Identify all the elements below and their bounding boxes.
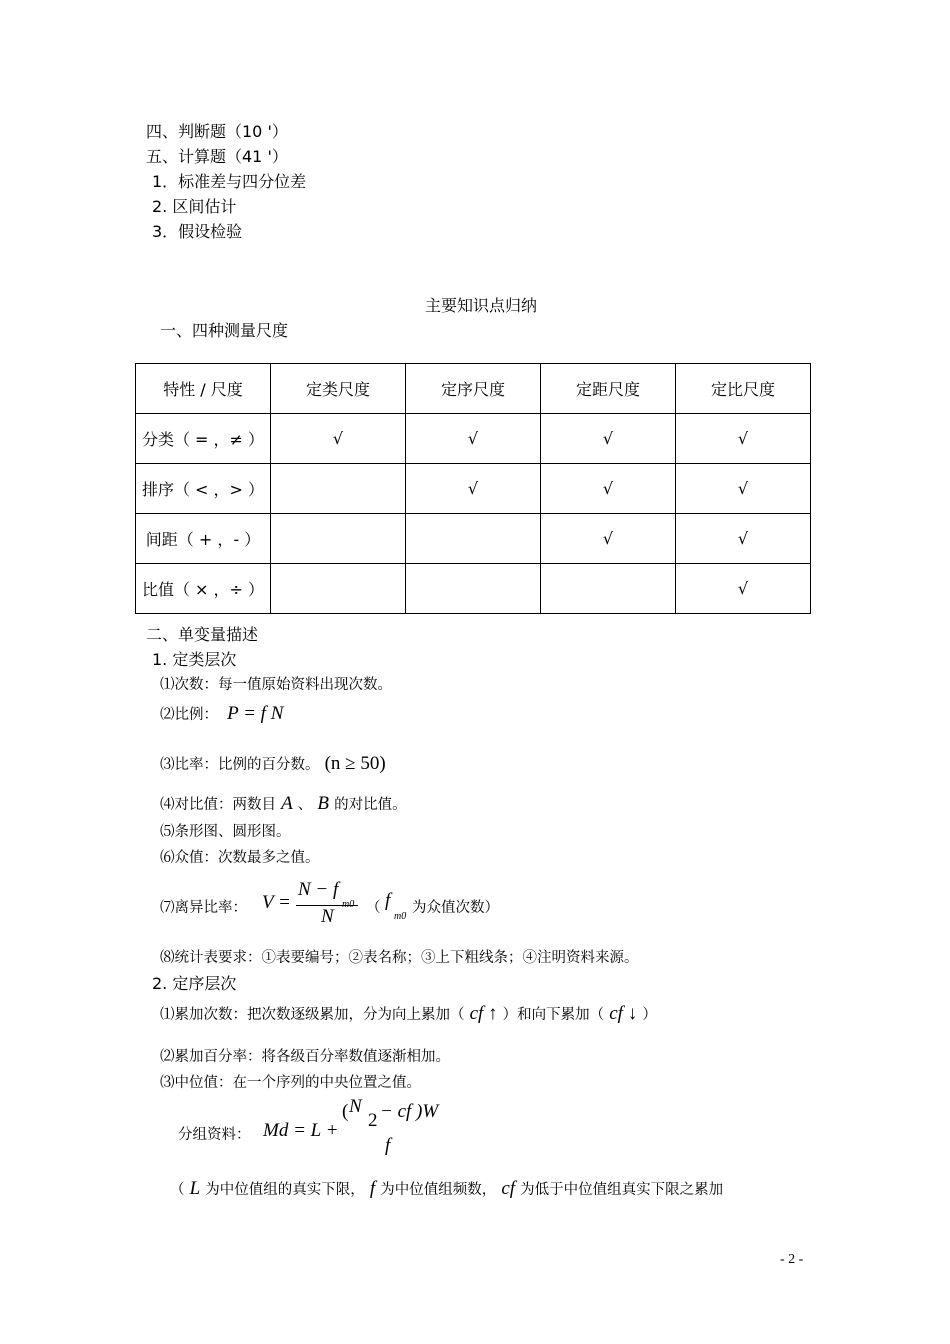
table-cell (271, 514, 406, 564)
page-number: - 2 - (780, 1252, 804, 1267)
median-numerator-N: N (349, 1096, 362, 1117)
table-cell: √ (406, 464, 541, 514)
variation-note-subscript: m0 (394, 911, 407, 922)
note-cf: cf (501, 1178, 516, 1199)
note-f: f (369, 1178, 376, 1199)
ordinal-item-median: ⑶中位值：在一个序列的中央位置之值。 (160, 1075, 421, 1091)
table-cell: √ (676, 464, 811, 514)
nominal-item-ratio (160, 793, 407, 815)
rate-condition: (n ≥ 50) (324, 753, 386, 774)
table-cell: √ (541, 464, 676, 514)
note-L: L (189, 1178, 201, 1199)
table-cell (406, 564, 541, 614)
note-paren: （ (170, 1182, 185, 1198)
table-header-row (136, 364, 811, 414)
table-cell (406, 514, 541, 564)
ratio-var-b: B (317, 793, 329, 814)
outline-item-judgement: 四、判断题（10 '） (146, 122, 288, 141)
table-header-cell: 定比尺度 (676, 364, 811, 414)
table-cell (271, 464, 406, 514)
outline-item-calculation: 五、计算题（41 '） (146, 147, 288, 166)
rate-text: ⑶比率：比例的百分数。 (160, 757, 320, 773)
nominal-item-table-requirements: ⑻统计表要求：①表要编号；②表名称；③上下粗线条；④注明资料来源。 (160, 950, 639, 966)
outline-subitem-3: 3．假设检验 (152, 222, 243, 241)
nominal-item-proportion (160, 703, 283, 725)
table-cell: √ (676, 564, 811, 614)
cumulative-up-symbol: cf ↑ (469, 1003, 498, 1024)
median-note (170, 1178, 723, 1200)
median-numerator-two: 2 (368, 1110, 378, 1131)
grouped-data-label: 分组资料： (178, 1127, 251, 1143)
table-row (136, 414, 811, 464)
measurement-scale-table (135, 363, 811, 614)
table-header-cell: 定序尺度 (406, 364, 541, 414)
nominal-item-frequency: ⑴次数：每一值原始资料出现次数。 (160, 677, 392, 693)
variation-ratio-lhs: V = (262, 892, 291, 913)
nominal-level-title: 1. 定类层次 (152, 650, 237, 669)
nominal-item-mode: ⑹众值：次数最多之值。 (160, 850, 320, 866)
table-cell: √ (676, 414, 811, 464)
section-2-title: 二、单变量描述 (146, 625, 259, 644)
ratio-separator: 、 (297, 797, 313, 813)
note-text-a: 为中位值组的真实下限， (205, 1182, 365, 1198)
ordinal-item-cumulative-frequency (160, 1003, 657, 1025)
median-formula-lhs: Md = L + (263, 1120, 339, 1141)
variation-ratio-label: ⑺离异比率： (160, 900, 247, 916)
table-header-cell: 定类尺度 (271, 364, 406, 414)
variation-note-text: 为众值次数） (412, 900, 499, 916)
table-cell: √ (541, 414, 676, 464)
summary-title: 主要知识点归纳 (425, 296, 538, 315)
table-cell: √ (676, 514, 811, 564)
outline-subitem-1: 1．标准差与四分位差 (152, 172, 307, 191)
table-cell: 排序（ < ，> ） (136, 464, 271, 514)
table-cell: 分类（ = ，≠ ） (136, 414, 271, 464)
nominal-item-rate (160, 753, 386, 775)
table-cell: √ (406, 414, 541, 464)
table-header-cell: 定距尺度 (541, 364, 676, 414)
proportion-label: ⑵比例： (160, 707, 218, 723)
ordinal-level-title: 2. 定序层次 (152, 974, 237, 993)
cumulative-text-c: ） (642, 1007, 657, 1023)
table-row (136, 514, 811, 564)
table-cell: 比值（ × ，÷ ） (136, 564, 271, 614)
outline-subitem-2: 2. 区间估计 (152, 197, 237, 216)
variation-ratio-numerator-subscript: m0 (342, 899, 355, 910)
table-cell: √ (271, 414, 406, 464)
ratio-var-a: A (281, 793, 293, 814)
table-header-cell: 特性 / 尺度 (136, 364, 271, 414)
section-1-title: 一、四种测量尺度 (160, 321, 289, 340)
ordinal-item-cumulative-percent: ⑵累加百分率：将各级百分率数值逐渐相加。 (160, 1049, 450, 1065)
variation-ratio-denominator: N (321, 906, 334, 927)
nominal-item-charts: ⑸条形图、圆形图。 (160, 824, 291, 840)
table-cell: √ (541, 514, 676, 564)
proportion-formula: P = f N (227, 703, 284, 724)
median-numerator-paren: ( (342, 1101, 349, 1122)
table-row (136, 464, 811, 514)
table-cell (271, 564, 406, 614)
cumulative-text-a: ⑴累加次数：把次数逐级累加，分为向上累加（ (160, 1007, 465, 1023)
note-text-c: 为低于中位值组真实下限之累加 (520, 1182, 724, 1198)
median-denominator: f (385, 1135, 391, 1156)
ratio-text-a: ⑷对比值：两数目 (160, 797, 276, 813)
variation-note-f: f (385, 890, 391, 911)
note-text-b: 为中位值组频数， (380, 1182, 497, 1198)
variation-note-paren: （ (366, 900, 381, 916)
ratio-text-b: 的对比值。 (334, 797, 407, 813)
table-row (136, 564, 811, 614)
median-numerator-rest: − cf )W (380, 1101, 439, 1122)
table-cell (541, 564, 676, 614)
cumulative-down-symbol: cf ↓ (609, 1003, 638, 1024)
variation-ratio-numerator: N − f (298, 879, 339, 900)
cumulative-text-b: ）和向下累加（ (502, 1007, 605, 1023)
table-cell: 间距（ + ，- ） (136, 514, 271, 564)
